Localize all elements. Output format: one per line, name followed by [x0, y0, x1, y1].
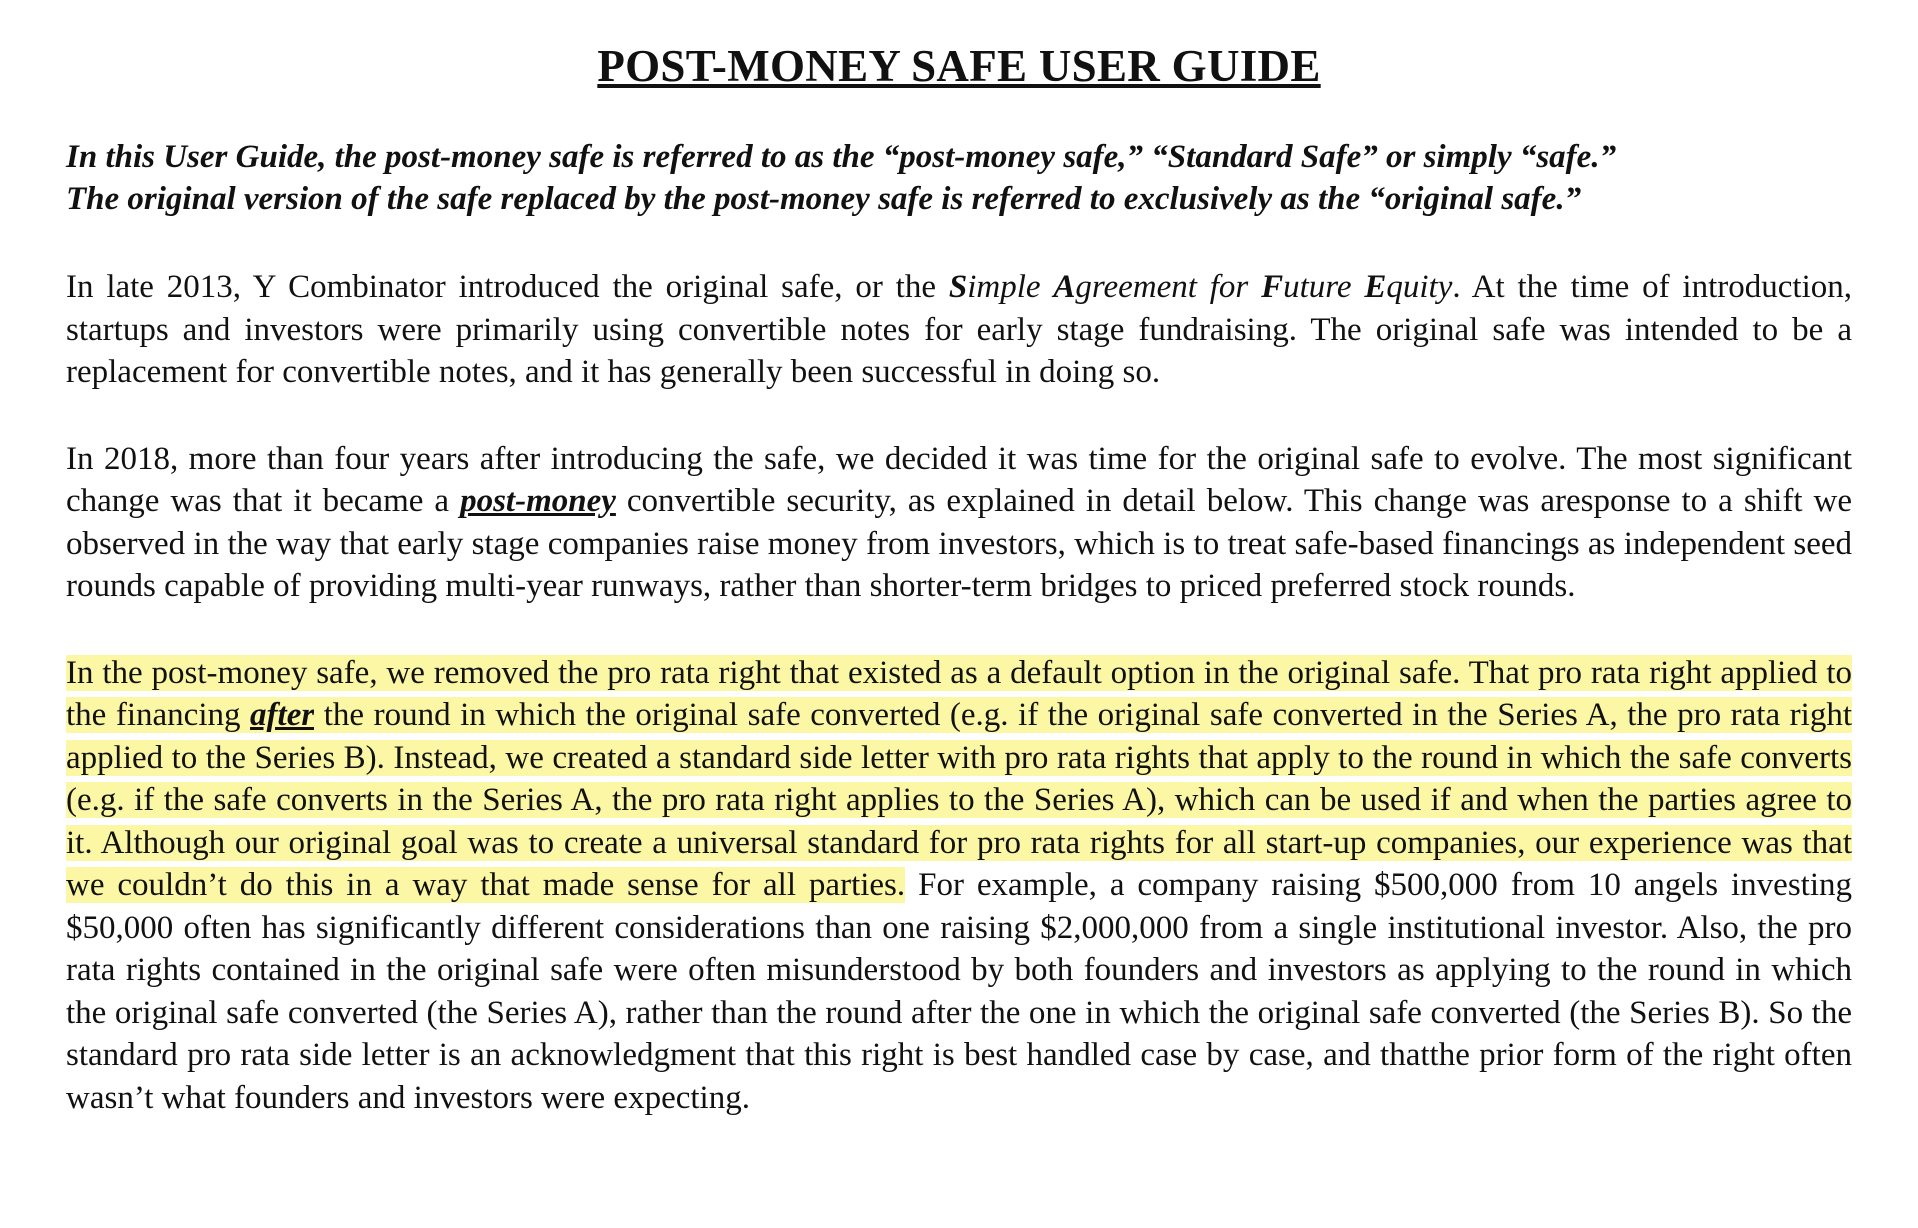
p3-highlight-a: In the post-money safe, we removed the pro rata right that existed as a default option in the original safe. That pro rata right applied to the financing: [66, 654, 1852, 733]
document-page: [66, 36, 1852, 1163]
p1-text-b: . At the time of introduction, startups and investors were primarily using convertible notes for early stage fundraising. The original safe was intended to be a replacement for convertible notes, and it has generally been successful in doing so.: [66, 269, 1852, 390]
intro-note: [66, 136, 1852, 220]
paragraph-evolution: [66, 438, 1852, 608]
p2-text-a: In 2018, more than four years after introducing the safe, we decided it was time for the original safe to evolve. The most significant change was that it became a: [66, 440, 1852, 519]
intro-line-2: The original version of the safe replaced by the post-money safe is referred to exclusively as the “original safe.”: [66, 181, 1582, 217]
paragraph-history: [66, 266, 1852, 394]
paragraph-pro-rata: [66, 652, 1852, 1120]
p1-acronym-f-rest: uture: [1283, 269, 1365, 305]
p1-acronym-a: A: [1053, 269, 1076, 305]
p1-acronym-s-rest: imple: [967, 269, 1054, 305]
intro-line-1: In this User Guide, the post-money safe is referred to as the “post-money safe,” “Standard Safe” or simply “safe.”: [66, 139, 1617, 175]
p1-acronym-s: S: [948, 269, 968, 305]
p3-highlight-b: the round in which the original safe converted (e.g. if the original safe converted in the Series A, the pro rata right applied to the Series B). Instead, we created a standard side letter with pro rata rights that apply to the round in which the safe converts (e.g. if the safe converts in the Series A, the pro rata right applies to the Series A), which can be used if and when the parties agree to it. Although our original goal was to create a universal standard for pro rata rights for all start-up companies, our experience was that we couldn’t do this in a way that made sense for all parties.: [66, 697, 1852, 903]
p3-text-rest: For example, a company raising $500,000 from 10 angels investing $50,000 often has significantly different considerations than one raising $2,000,000 from a single institutional investor. Also, the pro rata rights contained in the original safe were often misunderstood by both founders and investors as applying to the round in which the original safe converted (the Series A), rather than the round after the one in which the original safe converted (the Series B). So the standard pro rata side letter is an acknowledgment that this right is best handled case by case, and thatthe prior form of the right often wasn’t what founders and investors were expecting.: [66, 867, 1852, 1116]
p1-acronym-a-rest: greement for: [1075, 269, 1262, 305]
p1-text-a: In late 2013, Y Combinator introduced the original safe, or the: [66, 269, 949, 305]
p3-emphasis-after: after: [250, 697, 315, 733]
p2-text-b: convertible security, as explained in detail below. This change was aresponse to a shift we observed in the way that early stage companies raise money from investors, which is to treat safe-based financings as independent seed rounds capable of providing multi-year runways, rather than shorter-term bridges to priced preferred stock rounds.: [66, 483, 1852, 604]
p1-acronym-e-rest: quity: [1386, 269, 1453, 305]
document-title: POST-MONEY SAFE USER GUIDE: [597, 41, 1321, 91]
p2-emphasis-post-money: post-money: [460, 483, 616, 519]
p1-acronym-f: F: [1261, 269, 1284, 305]
p1-acronym-e: E: [1364, 269, 1387, 305]
